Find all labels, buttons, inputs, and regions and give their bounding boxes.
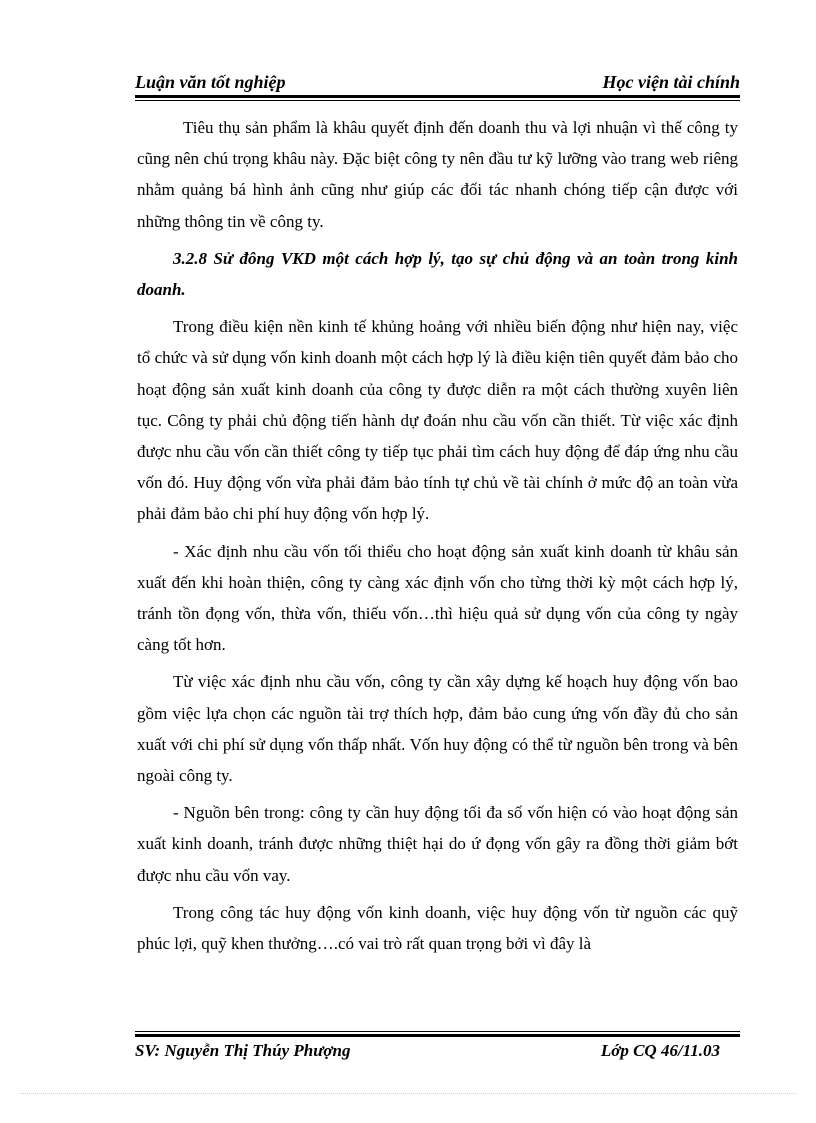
header-rule-thick xyxy=(135,95,740,98)
footer-student-name: SV: Nguyễn Thị Thúy Phượng xyxy=(135,1041,351,1060)
paragraph-minimum-capital: - Xác định nhu cầu vốn tối thiểu cho hoạt động sản xuất kinh doanh từ khâu sản xuất đến khi hoàn thiện, công ty càng xác định vốn cho từng thời kỳ một cách hợp lý, tránh tồn đọng vốn, thừa vốn, thiếu vốn…thì hiệu quả sử dụng vốn của công ty ngày càng tốt hơn. xyxy=(137,541,738,655)
document-body xyxy=(137,112,738,965)
header-institution: Học viện tài chính xyxy=(602,72,740,92)
footer-rule-thick xyxy=(135,1034,740,1037)
paragraph-funds: Trong công tác huy động vốn kinh doanh, việc huy động vốn từ nguồn các quỹ phúc lợi, quỹ khen thưởng….có vai trò rất quan trọng bởi vì đây là xyxy=(137,902,738,954)
page-header xyxy=(135,72,740,94)
paragraph-capital-plan: Từ việc xác định nhu cầu vốn, công ty cần xây dựng kế hoạch huy động vốn bao gồm việc lựa chọn các nguồn tài trợ thích hợp, đảm bảo cung ứng vốn đầy đủ cho sản xuất với chi phí sử dụng vốn thấp nhất. Vốn huy động có thể từ nguồn bên trong và bên ngoài công ty. xyxy=(137,672,738,786)
header-thesis-label: Luận văn tốt nghiệp xyxy=(135,72,286,92)
page-footer xyxy=(135,1041,740,1063)
paragraph-sales: Tiêu thụ sản phẩm là khâu quyết định đến doanh thu và lợi nhuận vì thế công ty cũng nên chú trọng khâu này. Đặc biệt công ty nên đầu tư kỹ lưỡng vào trang web riêng nhằm quảng bá hình ảnh cũng như giúp các đối tác nhanh chóng tiếp cận được với những thông tin về công ty. xyxy=(137,118,738,231)
paragraph-capital-context: Trong điều kiện nền kinh tế khủng hoảng với nhiều biến động như hiện nay, việc tổ chức và sử dụng vốn kinh doanh một cách hợp lý là điều kiện tiên quyết đảm bảo cho hoạt động sản xuất kinh doanh của công ty được diễn ra một cách thường xuyên liên tục. Công ty phải chủ động tiến hành dự đoán nhu cầu vốn cần thiết. Từ việc xác định được nhu cầu vốn cần thiết công ty tiếp tục phải tìm cách huy động để đáp ứng nhu cầu vốn đó. Huy động vốn vừa phải đảm bảo tính tự chủ về tài chính ở mức độ an toàn vừa phải đảm bảo chi phí huy động vốn hợp lý. xyxy=(137,317,738,524)
footer-class-code: Lớp CQ 46/11.03 xyxy=(600,1041,720,1060)
paragraph-internal-sources: - Nguồn bên trong: công ty cần huy động tối đa số vốn hiện có vào hoạt động sản xuất kinh doanh, tránh được những thiệt hại do ứ đọng vốn gây ra đồng thời giảm bớt được nhu cầu vốn vay. xyxy=(137,803,738,885)
header-rule-thin xyxy=(135,100,740,101)
footer-rule-thin xyxy=(135,1031,740,1032)
section-heading-3-2-8: 3.2.8 Sử đông VKD một cách hợp lý, tạo sự chủ động và an toàn trong kinh doanh. xyxy=(137,248,738,300)
page-edge-line xyxy=(20,1093,796,1094)
